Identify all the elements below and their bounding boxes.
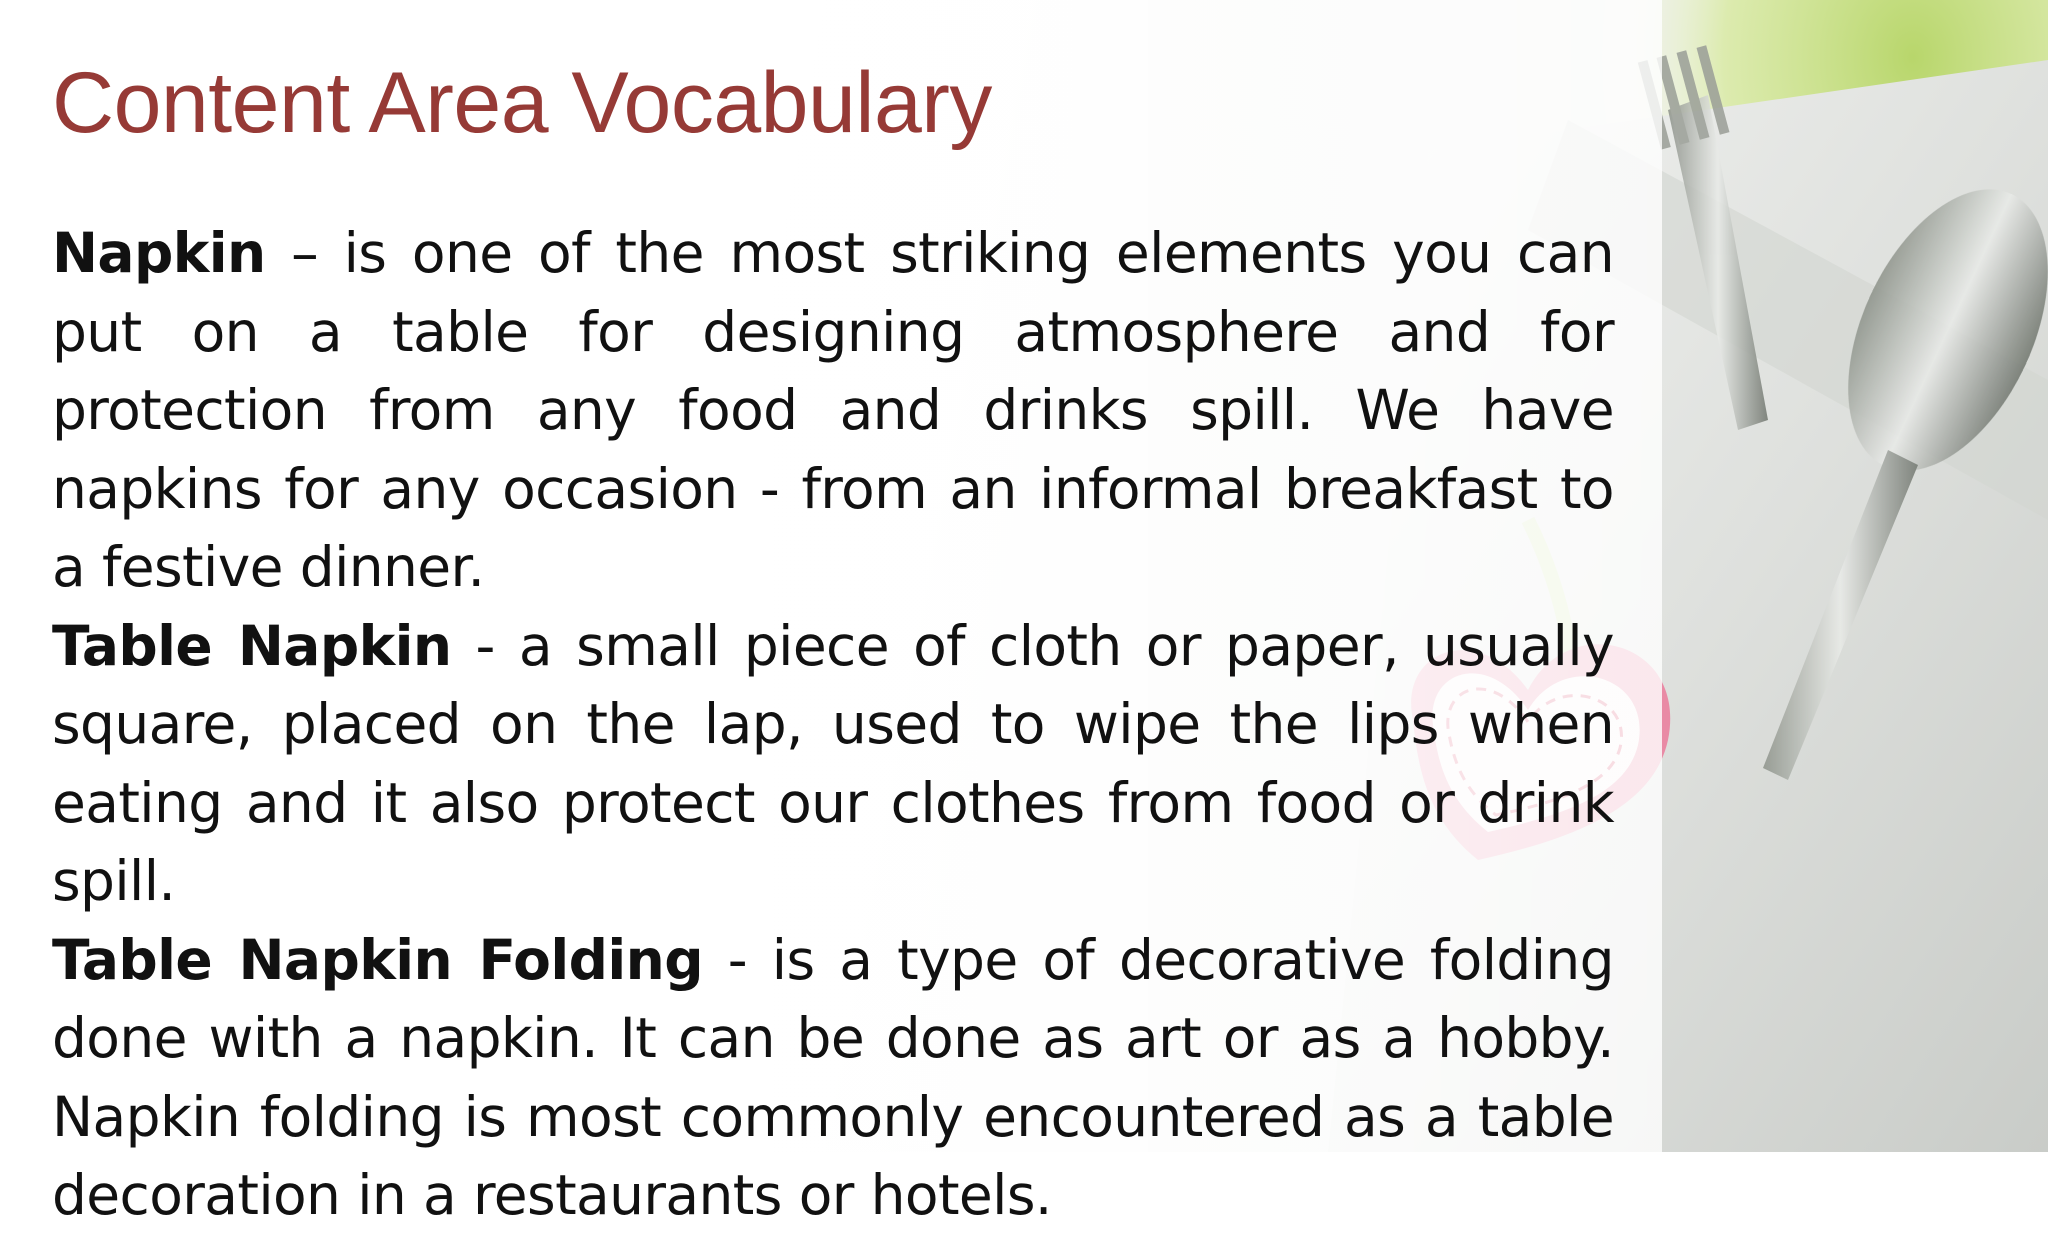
vocabulary-definition: - is a type of decorative folding done with a napkin. It can be done as art or as a hobby. Napkin folding is most commonly encountered as a table decoration in a restaurants or hotels. xyxy=(52,927,1614,1227)
slide-title: Content Area Vocabulary xyxy=(52,55,992,151)
vocabulary-entry-napkin xyxy=(52,214,1614,607)
vocabulary-term: Table Napkin Folding xyxy=(52,927,703,992)
vocabulary-definition: - a small piece of cloth or paper, usually square, placed on the lap, used to wipe the lips when eating and it also protect our clothes from food or drink spill. xyxy=(52,613,1614,913)
vocabulary-term: Napkin xyxy=(52,221,266,285)
vocabulary-definition: – is one of the most striking elements you can put on a table for designing atmosphere and for protection from any food and drinks spill. We have napkins for any occasion - from an informal breakfast to a festive dinner. xyxy=(52,221,1614,599)
vocabulary-entry-table-napkin xyxy=(52,607,1614,921)
vocabulary-entry-table-napkin-folding xyxy=(52,921,1614,1235)
vocabulary-list xyxy=(52,214,1614,1235)
vocabulary-term: Table Napkin xyxy=(52,613,452,678)
